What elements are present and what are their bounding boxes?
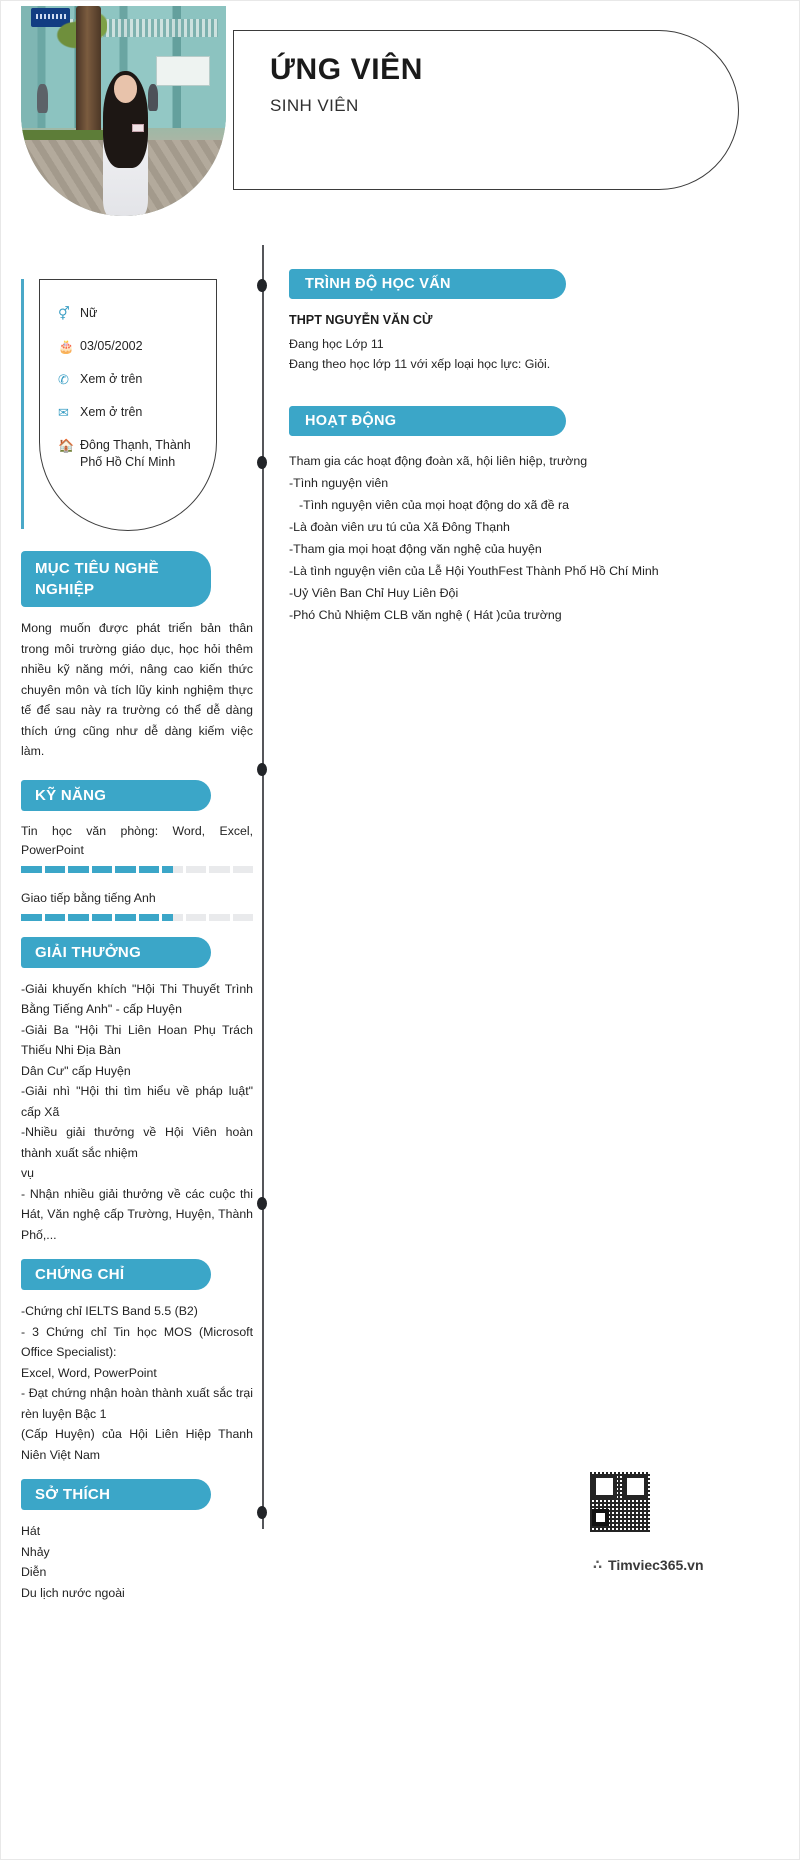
brand-name: Timviec365.vn [608,1557,704,1573]
contact-item-address [58,437,202,471]
certificate-item: - 3 Chứng chỉ Tin học MOS (Microsoft Office Specialist): [21,1324,253,1359]
education-school: THPT NGUYỄN VĂN CỪ [289,313,433,327]
skill-progress-bar [21,914,253,921]
skill-segment [186,914,207,921]
photo-person-badge [132,124,144,132]
awards-list [21,979,253,1246]
award-item: vụ [21,1166,34,1180]
accent-rule [21,279,24,529]
skill-segment [45,914,66,921]
qr-code-eye [592,1509,609,1526]
hobby-item: Hát [21,1524,41,1538]
candidate-photo [21,6,226,216]
skill-segment [209,914,230,921]
skill-segment [68,866,89,873]
certificate-item: -Chứng chỉ IELTS Band 5.5 (B2) [21,1304,198,1318]
avatar [21,6,226,216]
candidate-role: SINH VIÊN [270,96,359,115]
brand-mark-icon: ∴ [593,1557,603,1572]
hobbies-list [21,1521,253,1603]
certificates-list [21,1301,253,1465]
activity-item: -Là tình nguyện viên của Lễ Hội YouthFest Thành Phố Hồ Chí Minh [289,564,659,578]
skill-segment [186,866,207,873]
contact-item-phone [58,371,202,388]
skill-segment [92,914,113,921]
section-heading-education: TRÌNH ĐỘ HỌC VẤN [289,269,566,299]
cv-header [1,1,799,251]
skill-segment [139,914,160,921]
home-icon: 🏠 [58,438,75,453]
photo-background-person-left [37,84,47,113]
gender-icon: ⚥ [58,306,70,321]
skill-segment [209,866,230,873]
timeline-spine [262,245,264,1529]
activity-item: -Tham gia mọi hoạt động văn nghệ của huyện [289,542,542,556]
skill-segment [162,914,183,921]
section-heading-hobbies: SỞ THÍCH [21,1479,211,1510]
timeline-dot [257,279,267,292]
activity-item: Tham gia các hoạt động đoàn xã, hội liên hiệp, trường [289,454,588,468]
activity-item: -Là đoàn viên ưu tú của Xã Đông Thạnh [289,520,510,534]
award-item: -Nhiều giải thưởng về Hội Viên hoàn thành xuất sắc nhiệm [21,1125,253,1160]
objective-text: Mong muốn được phát triển bản thân trong môi trường giáo dục, học hỏi thêm nhiều kỹ năng mới, nâng cao kiến thức chuyên môn và tích lũy kinh nghiệm thực tế để sau này ra trường có thể dễ dàng thích ứng cũng như dễ dàng kiếm việc làm. [21,621,253,758]
hobby-item: Du lịch nước ngoài [21,1585,125,1600]
photo-person-face [114,75,137,102]
timeline-dot [257,1197,267,1210]
left-column [21,251,253,1603]
photo-background-person-right [148,84,158,111]
activity-item: -Tình nguyện viên [289,476,389,490]
email-icon: ✉ [58,405,69,420]
contact-value-birthday: 03/05/2002 [80,339,143,353]
contact-item-birthday [58,338,202,355]
section-heading-activities: HOẠT ĐỘNG [289,406,566,436]
activity-item: -Phó Chủ Nhiệm CLB văn nghệ ( Hát )của trường [289,608,562,622]
skill-segment [21,866,42,873]
candidate-name: ỨNG VIÊN [270,53,424,86]
skill-segment [115,866,136,873]
timeline-dot [257,456,267,469]
skill-segment [92,866,113,873]
certificate-item: (Cấp Huyện) của Hội Liên Hiệp Thanh Niên Việt Nam [21,1427,253,1462]
photo-tree [76,6,101,145]
photo-noticeboard [156,56,209,85]
contact-card [39,279,217,531]
contact-value-phone: Xem ở trên [80,372,143,386]
skill-segment [68,914,89,921]
timeline-dot [257,763,267,776]
activity-item: -Uỷ Viên Ban Chỉ Huy Liên Đội [289,586,459,600]
birthday-icon: 🎂 [58,339,75,354]
award-item: Dân Cư" cấp Huyện [21,1063,131,1078]
contact-value-email: Xem ở trên [80,405,143,419]
name-plate [233,30,739,190]
certificate-item: - Đạt chứng nhận hoàn thành xuất sắc trại rèn luyện Bậc 1 [21,1386,253,1421]
skill-label: Tin học văn phòng: Word, Excel, PowerPoint [21,823,253,857]
skill-segment [45,866,66,873]
hobby-item: Nhảy [21,1544,50,1559]
skill-segment [233,866,254,873]
skill-segment [233,914,254,921]
skill-segment [21,914,42,921]
contact-item-gender [58,305,202,322]
education-line: Đang học Lớp 11 [289,337,384,351]
certificate-item: Excel, Word, PowerPoint [21,1365,157,1380]
contact-value-gender: Nữ [80,306,98,320]
skill-segment [139,866,160,873]
section-spacer [289,374,689,406]
award-item: -Giải Ba "Hội Thi Liên Hoan Phụ Trách Thiếu Nhi Địa Bàn [21,1022,253,1057]
section-heading-awards: GIẢI THƯỞNG [21,937,211,968]
skill-segment [162,866,183,873]
award-item: -Giải nhì "Hội thi tìm hiểu về pháp luật" cấp Xã [21,1084,253,1119]
contact-value-address: Đông Thạnh, Thành Phố Hồ Chí Minh [80,438,191,469]
hobby-item: Diễn [21,1565,47,1579]
phone-icon: ✆ [58,372,69,387]
skill-label: Giao tiếp bằng tiếng Anh [21,890,156,905]
section-heading-skills: KỸ NĂNG [21,780,211,811]
skill-progress-bar [21,866,253,873]
contact-item-email [58,404,202,421]
right-column [289,269,689,626]
section-heading-certificates: CHỨNG CHỈ [21,1259,211,1290]
activities-list [289,450,689,626]
section-heading-objective: MỤC TIÊU NGHỀ NGHIỆP [21,551,211,607]
brand-footer [593,1557,704,1573]
award-item: -Giải khuyến khích "Hội Thi Thuyết Trình Bằng Tiếng Anh" - cấp Huyện [21,981,253,1016]
education-line: Đang theo học lớp 11 với xếp loại học lực: Giỏi. [289,357,551,371]
skill-segment [115,914,136,921]
timeline-dot [257,1506,267,1519]
activity-item: -Tình nguyện viên của mọi hoạt động do xã đề ra [299,498,570,512]
award-item: - Nhận nhiều giải thưởng về các cuộc thi Hát, Văn nghệ cấp Trường, Huyện, Thành Phố,... [21,1186,253,1242]
